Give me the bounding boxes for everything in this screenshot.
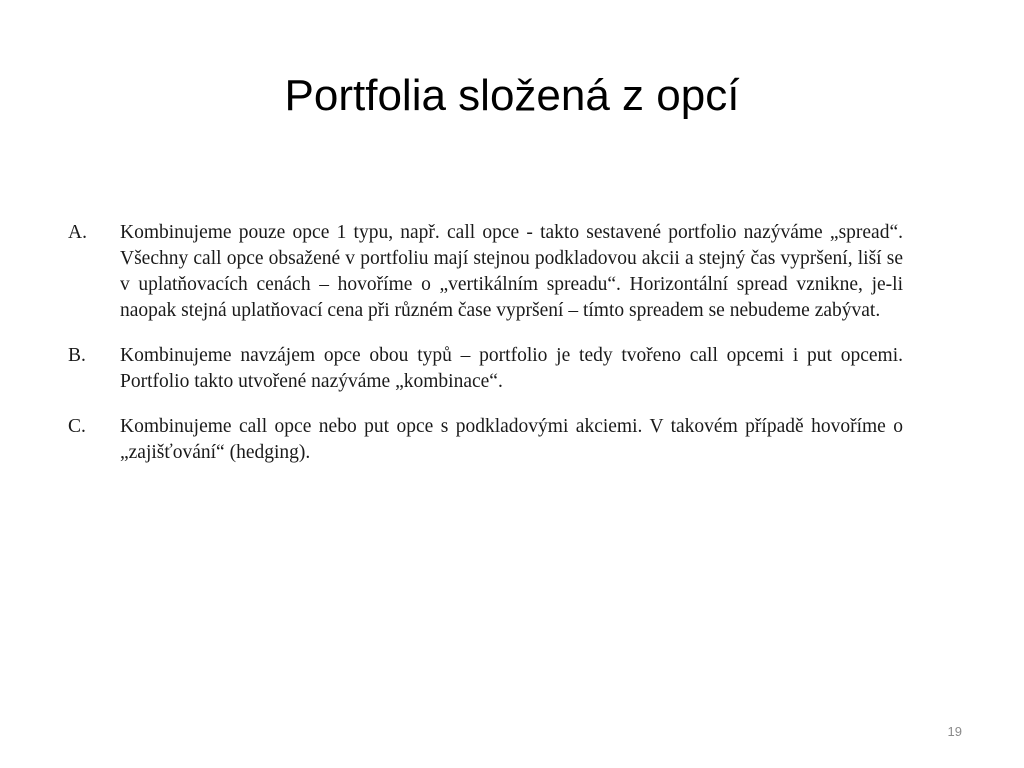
slide-content <box>68 220 903 485</box>
list-marker: B. <box>68 345 86 366</box>
list-item-b <box>68 343 903 395</box>
list-item-text: Kombinujeme call opce nebo put opce s podkladovými akciemi. V takovém případě hovoříme o „zajišťování“ (hedging). <box>120 416 903 463</box>
list-item-text: Kombinujeme navzájem opce obou typů – portfolio je tedy tvořeno call opcemi i put opcemi. Portfolio takto utvořené nazýváme „kombinace“. <box>120 345 903 392</box>
list-item-c <box>68 414 903 466</box>
page-number: 19 <box>947 724 962 739</box>
slide-title: Portfolia složená z opcí <box>284 71 740 120</box>
list-item-a <box>68 220 903 324</box>
list-marker: A. <box>68 222 87 243</box>
list-marker: C. <box>68 416 86 437</box>
list-item-text: Kombinujeme pouze opce 1 typu, např. call opce - takto sestavené portfolio nazýváme „spread“. Všechny call opce obsažené v portfoliu mají stejnou podkladovou akcii a stejný čas vypršení, liší se v uplatňovacích cenách – hovoříme o „vertikálním spreadu“. Horizontální spread vznikne, je-li naopak stejná uplatňovací cena při různém čase vypršení – tímto spreadem se nebudeme zabývat. <box>120 222 903 321</box>
